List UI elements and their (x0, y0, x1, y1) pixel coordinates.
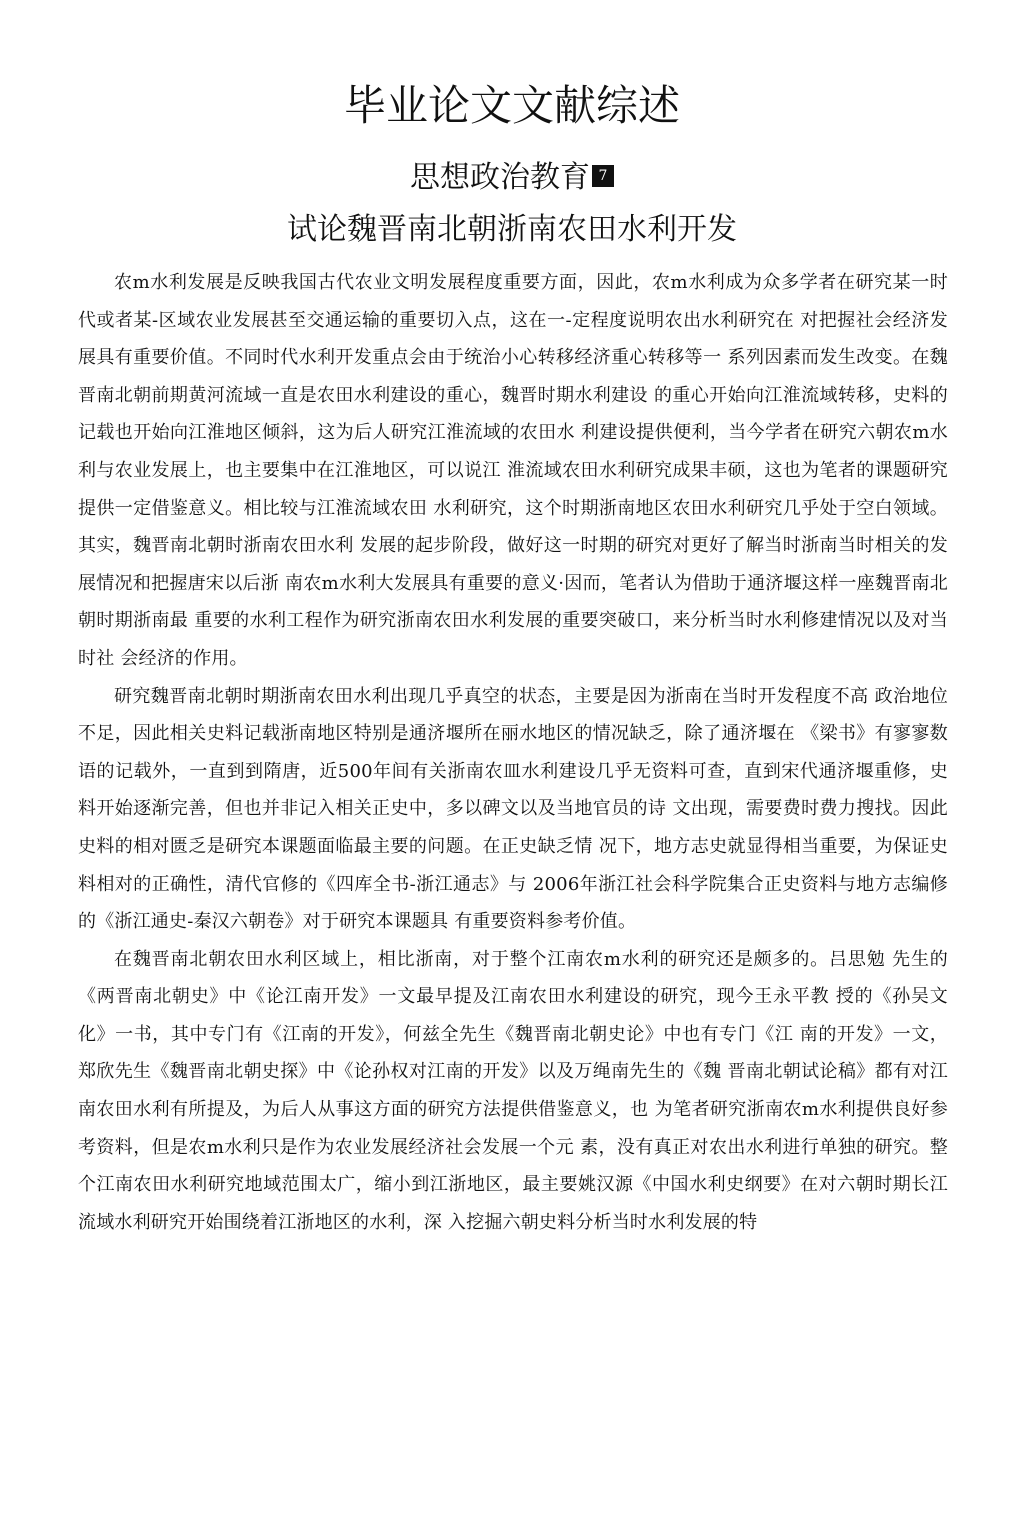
paragraph-2: 研究魏晋南北朝时期浙南农田水利出现几乎真空的状态，主要是因为浙南在当时开发程度不高 政治地位不足，因此相关史料记载浙南地区特别是通济堰所在丽水地区的情况缺乏，除了通济堰在 《梁书》有寥寥数语的记载外，一直到到隋唐，近500年间有关浙南农皿水利建设几乎无资料可查，直到宋代通济堰重修，史料开始逐渐完善，但也并非记入相关正史中，多以碑文以及当地官员的诗 文出现，需要费时费力搜找。因此史料的相对匮乏是研究本课题面临最主要的问题。在正史缺乏情 况下，地方志史就显得相当重要，为保证史料相对的正确性，清代官修的《四库全书-浙江通志》与 2006年浙江社会科学院集合正史资料与地方志编修的《浙江通史-秦汉六朝卷》对于研究本课题具 有重要资料参考价值。 (78, 685, 948, 933)
document-title: 毕业论文文献综述 (343, 81, 680, 130)
body-text (78, 264, 948, 1241)
major-label: 思想政治教育 (410, 160, 590, 195)
major-heading (0, 158, 1024, 198)
topic-heading: 试论魏晋南北朝浙南农田水利开发 (287, 212, 737, 247)
paragraph-3: 在魏晋南北朝农田水利区域上，相比浙南，对于整个江南农m水利的研究还是颇多的。吕思勉 先生的《两晋南北朝史》中《论江南开发》一文最早提及江南农田水利建设的研究，现今王永平教 授的《孙吴文化》一书，其中专门有《江南的开发》，何兹全先生《魏晋南北朝史论》中也有专门《江 南的开发》一文，郑欣先生《魏晋南北朝史探》中《论孙权对江南的开发》以及万绳南先生的《魏 晋南北朝试论稿》都有对江南农田水利有所提及，为后人从事这方面的研究方法提供借鉴意义，也 为笔者研究浙南农m水利提供良好参考资料，但是农m水利只是作为农业发展经济社会发展一个元 素，没有真正对农出水利进行单独的研究。整个江南农田水利研究地域范围太广，缩小到江浙地区，最主要姚汉源《中国水利史纲要》在对六朝时期长江流域水利研究开始围绕着江浙地区的水利，深 入挖掘六朝史料分析当时水利发展的特 (78, 948, 948, 1233)
stamp-mark-icon: 7 (592, 165, 614, 187)
paragraph-1: 农m水利发展是反映我国古代农业文明发展程度重要方面，因此，农m水利成为众多学者在研究某一时代或者某-区域农业发展甚至交通运输的重要切入点，这在一-定程度说明农出水利研究在 对把握社会经济发展具有重要价值。不同时代水利开发重点会由于统治小心转移经济重心转移等一 系列因素而发生改变。在魏晋南北朝前期黄河流域一直是农田水利建设的重心，魏晋时期水利建设 的重心开始向江淮流域转移，史料的记载也开始向江淮地区倾斜，这为后人研究江淮流域的农田水 利建设提供便利，当今学者在研究六朝农m水利与农业发展上，也主要集中在江淮地区，可以说江 淮流域农田水利研究成果丰硕，这也为笔者的课题研究提供一定借鉴意义。相比较与江淮流域农田 水利研究，这个时期浙南地区农田水利研究几乎处于空白领域。其实，魏晋南北朝时浙南农田水利 发展的起步阶段，做好这一时期的研究对更好了解当时浙南当时相关的发展情况和把握唐宋以后浙 南农m水利大发展具有重要的意义·因而，笔者认为借助于通济堰这样一座魏晋南北朝时期浙南最 重要的水利工程作为研究浙南农田水利发展的重要突破口，来分析当时水利修建情况以及对当时社 会经济的作用。 (78, 272, 948, 669)
